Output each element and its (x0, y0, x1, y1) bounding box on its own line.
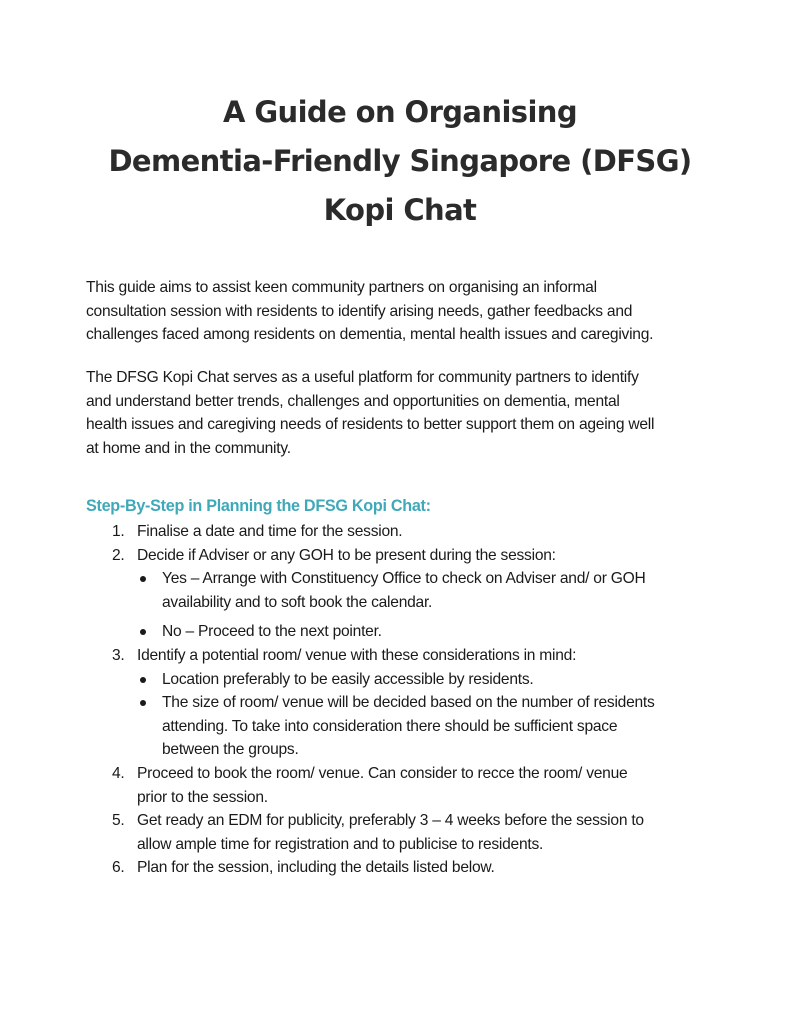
bullet-text: Location preferably to be easily accessible by residents. (162, 670, 534, 688)
title-line: Dementia-Friendly Singapore (DFSG) (108, 144, 692, 178)
text-line: and understand better trends, challenges and opportunities on dementia, mental (86, 392, 620, 410)
text-line: consultation session with residents to identify arising needs, gather feedbacks and (86, 302, 633, 320)
step-item-1 (0, 520, 800, 544)
bullet-icon (140, 629, 146, 635)
step-number: 4. (112, 764, 125, 782)
bullet-text: Yes – Arrange with Constituency Office to check on Adviser and/ or GOH (162, 570, 646, 588)
step-text: Proceed to book the room/ venue. Can consider to recce the room/ venue (137, 764, 628, 782)
step-text: allow ample time for registration and to publicise to residents. (137, 835, 544, 853)
sub-bullet-yes (0, 567, 800, 614)
step-number: 3. (112, 646, 125, 664)
bullet-text: attending. To take into consideration there should be sufficient space (162, 717, 618, 735)
step-item-6 (0, 856, 800, 880)
step-number: 1. (112, 523, 125, 540)
step-text: Finalise a date and time for the session. (137, 523, 403, 540)
intro-paragraph (86, 276, 726, 347)
platform-paragraph (86, 366, 726, 460)
text-line: health issues and caregiving needs of residents to better support them on ageing well (86, 416, 655, 434)
text-line: challenges faced among residents on dementia, mental health issues and caregiving. (86, 326, 654, 344)
text-line: The DFSG Kopi Chat serves as a useful platform for community partners to identify (86, 369, 639, 386)
bullet-text: The size of room/ venue will be decided based on the number of residents (162, 694, 655, 712)
sub-bullet-size (0, 691, 800, 762)
step-number: 6. (112, 859, 125, 877)
bullet-icon (140, 677, 146, 683)
step-text: Decide if Adviser or any GOH to be present during the session: (137, 546, 556, 564)
bullet-text: availability and to soft book the calendar. (162, 593, 433, 611)
bullet-text: No – Proceed to the next pointer. (162, 623, 382, 641)
step-item-4 (0, 762, 800, 809)
bullet-text: between the groups. (162, 741, 299, 759)
bullet-icon (140, 576, 146, 582)
sub-bullet-no (0, 620, 800, 644)
step-number: 5. (112, 812, 125, 830)
step-text: Get ready an EDM for publicity, preferably 3 – 4 weeks before the session to (137, 812, 644, 830)
bullet-icon (140, 700, 146, 706)
document-title (0, 88, 800, 235)
step-item-2 (0, 544, 800, 568)
steps-list (0, 520, 800, 880)
title-line: Kopi Chat (323, 193, 477, 227)
text-line: This guide aims to assist keen community partners on organising an informal (86, 279, 597, 296)
steps-heading: Step-By-Step in Planning the DFSG Kopi Chat: (86, 497, 431, 515)
step-text: Identify a potential room/ venue with these considerations in mind: (137, 646, 577, 664)
text-line: at home and in the community. (86, 439, 291, 457)
step-text: prior to the session. (137, 788, 268, 806)
sub-bullet-location (0, 668, 800, 692)
title-line: A Guide on Organising (223, 95, 577, 129)
step-item-5 (0, 809, 800, 856)
step-item-3 (0, 644, 800, 668)
step-number: 2. (112, 546, 125, 564)
step-text: Plan for the session, including the details listed below. (137, 859, 495, 877)
